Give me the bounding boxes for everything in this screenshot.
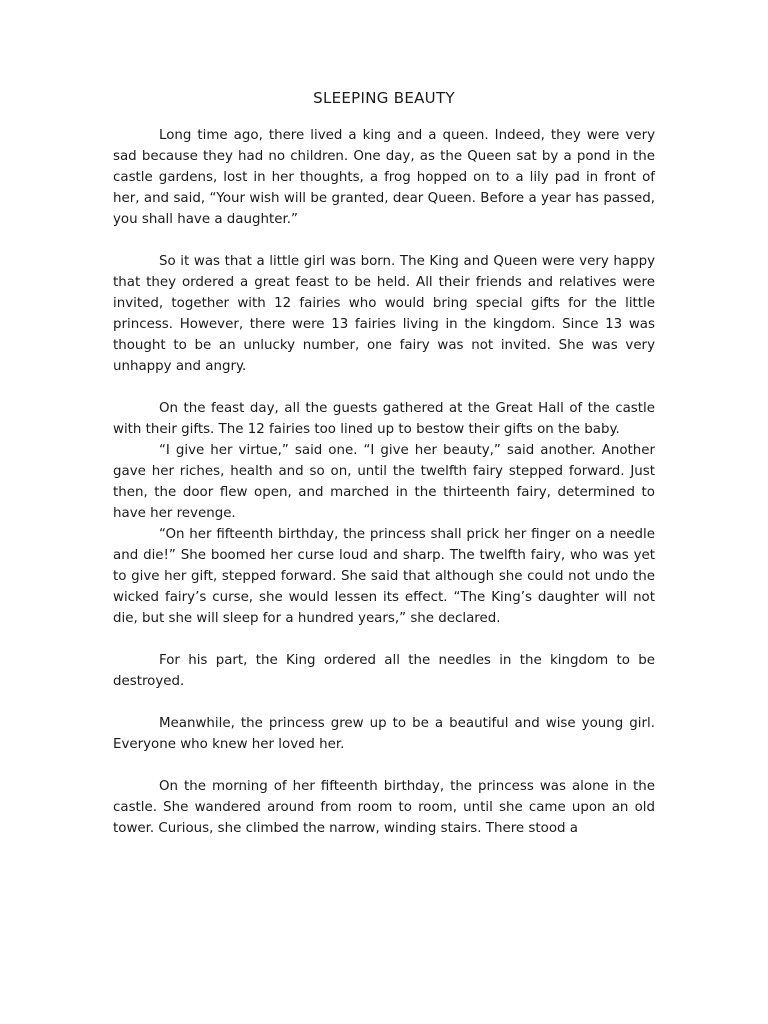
paragraph-8: On the morning of her fifteenth birthday, the princess was alone in the castle. She wandered around from room to room, until she came upon an old tower. Curious, she climbed the narrow, winding stairs. There stood a xyxy=(113,779,655,836)
paragraph-5: “On her fifteenth birthday, the princess shall prick her finger on a needle and die!” She boomed her curse loud and sharp. The twelfth fairy, who was yet to give her gift, stepped forward. She said that although she could not undo the wicked fairy’s curse, she would lessen its effect. “The King’s daughter will not die, but she will sleep for a hundred years,” she declared. xyxy=(113,527,655,626)
paragraph-4: “I give her virtue,” said one. “I give her beauty,” said another. Another gave her riches, health and so on, until the twelfth fairy stepped forward. Just then, the door flew open, and marched in the thirteenth fairy, determined to have her revenge. xyxy=(113,443,655,521)
paragraph-2: So it was that a little girl was born. The King and Queen were very happy that they ordered a great feast to be held. All their friends and relatives were invited, together with 12 fairies who would bring special gifts for the little princess. However, there were 13 fairies living in the kingdom. Since 13 was thought to be an unlucky number, one fairy was not invited. She was very unhappy and angry. xyxy=(113,254,655,374)
document-page xyxy=(113,88,655,839)
paragraph-1: Long time ago, there lived a king and a queen. Indeed, they were very sad because they had no children. One day, as the Queen sat by a pond in the castle gardens, lost in her thoughts, a frog hopped on to a lily pad in front of her, and said, “Your wish will be granted, dear Queen. Before a year has passed, you shall have a daughter.” xyxy=(113,128,655,227)
story-body xyxy=(113,125,655,839)
story-title: SLEEPING BEAUTY xyxy=(313,89,455,107)
paragraph-6: For his part, the King ordered all the needles in the kingdom to be destroyed. xyxy=(113,653,655,689)
paragraph-3: On the feast day, all the guests gathered at the Great Hall of the castle with their gifts. The 12 fairies too lined up to bestow their gifts on the baby. xyxy=(113,401,655,437)
paragraph-7: Meanwhile, the princess grew up to be a beautiful and wise young girl. Everyone who knew her loved her. xyxy=(113,716,655,752)
